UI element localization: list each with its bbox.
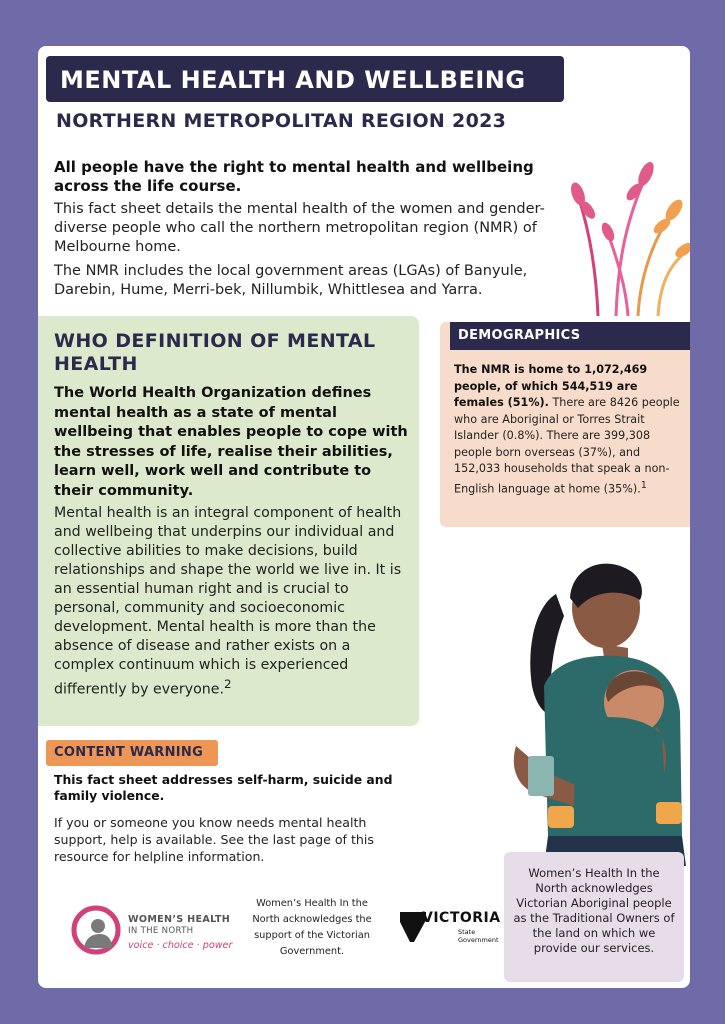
page-title: MENTAL HEALTH AND WELLBEING (60, 66, 526, 94)
footnote-marker: 2 (224, 677, 232, 691)
demographics-heading-bar (450, 322, 690, 350)
whin-emblem-icon (70, 904, 122, 956)
acknowledgement-of-country-panel (504, 852, 684, 982)
fact-sheet-page (38, 46, 690, 988)
acknowledgement-text: Women’s Health In the North acknowledges Victorian Aboriginal people as the Traditional Owners of the land on which we provide our services. (513, 866, 675, 955)
whin-name-line-2: IN THE NORTH (128, 926, 194, 936)
page-subtitle: NORTHERN METROPOLITAN REGION 2023 (56, 110, 507, 132)
intro-paragraph-2: The NMR includes the local government areas (LGAs) of Banyule, Darebin, Hume, Merri-bek, Nillumbik, Whittlesea and Yarra. (54, 263, 528, 298)
content-warning-help-text: If you or someone you know needs mental health support, help is available. See the last page of this resource for helpline information. (54, 815, 374, 864)
intro-paragraph-1: This fact sheet details the mental health of the women and gender-diverse people who call the northern metropolitan region (NMR) of Melbourne home. (54, 201, 545, 255)
woman-holding-baby-illustration (456, 536, 690, 866)
womens-health-in-the-north-logo (70, 904, 240, 956)
intro-statement: All people have the right to mental health and wellbeing across the life course. (54, 158, 534, 195)
demographics-heading: DEMOGRAPHICS (458, 328, 581, 343)
victoria-sub-line-1: State (458, 928, 476, 936)
who-definition-statement: The World Health Organization defines mental health as a state of mental wellbeing that enables people to cope with the stresses of life, realise their abilities, learn well, work well and contribute to their community. (54, 385, 408, 499)
whin-tagline: voice · choice · power (128, 940, 233, 951)
content-warning-statement: This fact sheet addresses self-harm, suicide and family violence. (54, 772, 393, 803)
who-definition-heading: WHO DEFINITION OF MENTAL HEALTH (54, 330, 376, 375)
whin-name-line-1: WOMEN’S HEALTH (128, 914, 231, 925)
title-banner (46, 56, 564, 102)
victoria-state-government-logo (400, 906, 501, 954)
government-support-text: Women’s Health In the North acknowledges the support of the Victorian Government. (252, 898, 372, 957)
who-definition-body: Mental health is an integral component of health and wellbeing that underpins our individual and collective abilities to make decisions, build relationships and shape the world we live in. It is an essential human right and is crucial to personal, community and socioeconomic development. Mental health is more than the absence of disease and rather exists on a complex continuum which is experienced differently by everyone.$^2$ (54, 505, 402, 698)
kangaroo-paw-flowers-illustration (558, 116, 690, 316)
victoria-sub-line-2: Government (458, 936, 499, 944)
content-warning-label: CONTENT WARNING (54, 745, 204, 760)
victoria-wordmark: VICTORIA (422, 910, 501, 926)
content-warning-badge (46, 740, 218, 766)
who-definition-panel (38, 316, 419, 726)
demographics-panel (440, 322, 690, 527)
demographics-text: The NMR is home to 1,072,469 people, of which 544,519 are females (51%). There are 8426 people who are Aboriginal or Torres Strait Islander (0.8%). There are 399,308 people born overseas (37%), and 152,033 households that speak a non-English language at home (35%).$^1$ (454, 363, 680, 496)
footnote-marker: 1 (640, 479, 647, 491)
